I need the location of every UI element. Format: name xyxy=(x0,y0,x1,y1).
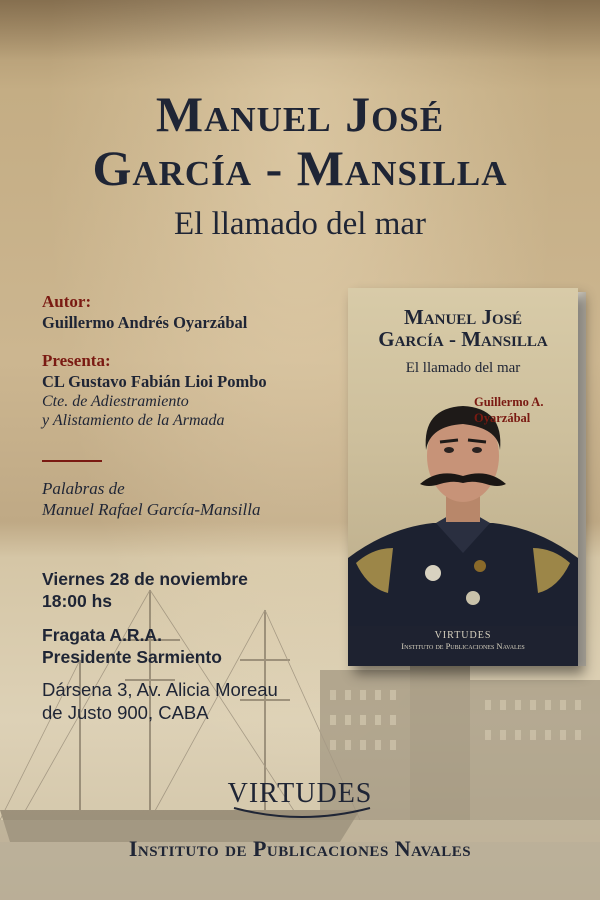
swoosh-icon xyxy=(232,804,372,822)
event-time: 18:00 hs xyxy=(42,591,113,611)
top-shade xyxy=(0,0,600,60)
venue-line-1: Fragata A.R.A. xyxy=(42,625,162,645)
words-line-1: Palabras de xyxy=(42,479,125,498)
poster-title xyxy=(0,88,600,196)
book-author-line-2: Oyarzábal xyxy=(474,411,531,425)
presenter-label: Presenta: xyxy=(42,351,111,370)
author-name: Guillermo Andrés Oyarzábal xyxy=(42,313,248,332)
presenter-name: CL Gustavo Fabián Lioi Pombo xyxy=(42,372,267,391)
book-cover xyxy=(348,288,578,666)
book-title-line-1: Manuel José xyxy=(403,305,523,329)
event-date: Viernes 28 de noviembre xyxy=(42,569,248,589)
presenter-role-line-1: Cte. de Adiestramiento xyxy=(42,393,189,410)
book-author xyxy=(474,394,574,426)
venue-line-2: Presidente Sarmiento xyxy=(42,647,222,667)
title-line-1: Manuel José xyxy=(155,86,445,142)
words-line-2: Manuel Rafael García-Mansilla xyxy=(42,500,261,519)
book-author-line-1: Guillermo A. xyxy=(474,395,544,409)
address-line-2: de Justo 900, CABA xyxy=(42,702,209,723)
event-details xyxy=(42,568,362,724)
publisher-name: Instituto de Publicaciones Navales xyxy=(128,836,472,861)
book-publisher-logo: VIRTUDES xyxy=(434,630,492,641)
virtudes-logo: VIRTUDES xyxy=(227,778,373,809)
book-title xyxy=(348,306,578,350)
book-publisher-band xyxy=(348,626,578,666)
poster-subtitle: El llamado del mar xyxy=(174,206,426,242)
author-label: Autor: xyxy=(42,292,92,311)
book-subtitle: El llamado del mar xyxy=(405,360,521,376)
section-divider xyxy=(42,460,102,462)
book-publisher-name: Instituto de Publicaciones Navales xyxy=(401,641,525,651)
book-title-line-2: García - Mansilla xyxy=(378,327,548,351)
address-line-1: Dársena 3, Av. Alicia Moreau xyxy=(42,679,278,700)
title-line-2: García - Mansilla xyxy=(92,140,508,196)
words-section xyxy=(42,478,342,520)
event-credits xyxy=(42,292,342,430)
presenter-role-line-2: y Alistamiento de la Armada xyxy=(42,412,225,429)
